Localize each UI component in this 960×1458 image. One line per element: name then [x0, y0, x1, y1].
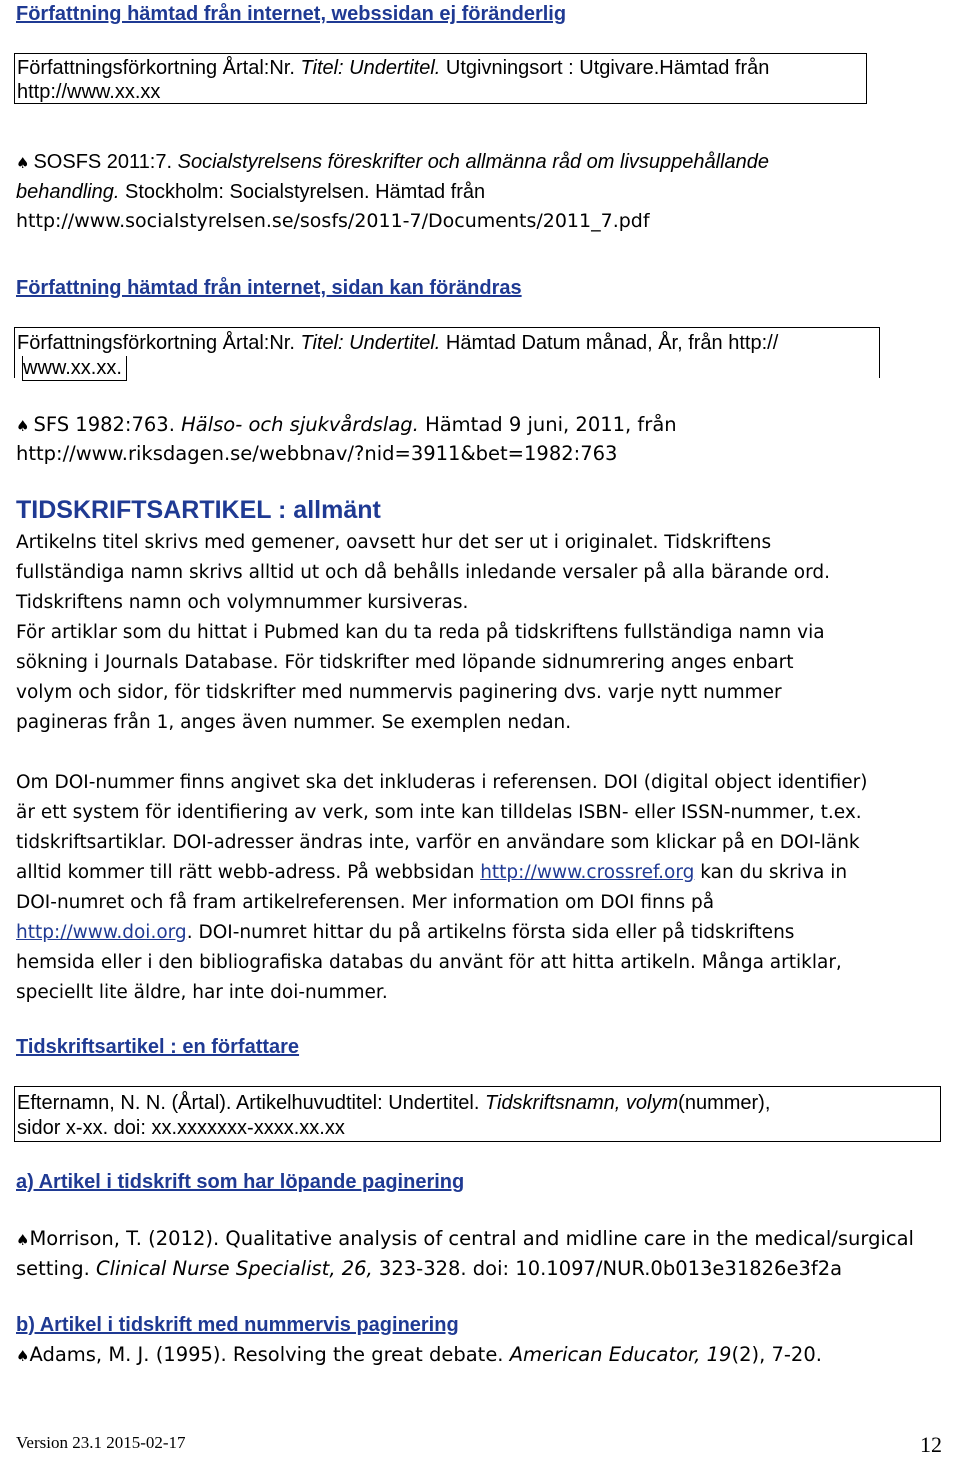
paragraph-line [16, 858, 936, 888]
example-url: http://www.socialstyrelsen.se/sosfs/2011-7/Documents/2011_7.pdf [16, 210, 650, 232]
template-title: Titel: Undertitel. [300, 57, 441, 79]
paragraph-line: För artiklar som du hittat i Pubmed kan du ta reda på tidskriftens fullständiga namn via [16, 622, 825, 643]
example-line-2 [16, 180, 485, 204]
example-text: Morrison, T. (2012). Qualitative analysis of central and midline care in the medical/surgical [29, 1227, 914, 1250]
example-text: setting. [16, 1257, 96, 1280]
example-journal: American Educator, 19 [509, 1343, 732, 1366]
paragraph-line: pagineras från 1, anges även nummer. Se exemplen nedan. [16, 712, 572, 733]
template-text: (nummer), [678, 1092, 771, 1114]
section-heading-journal-general: TIDSKRIFTSARTIKEL : allmänt [16, 496, 381, 524]
footer-version: Version 23.1 2015-02-17 [16, 1433, 186, 1452]
template-line-1 [17, 1091, 770, 1115]
paragraph-line: tidskriftsartiklar. DOI-adresser ändras inte, varför en användare som klickar på en DOI-länk [16, 832, 860, 853]
template-text: Författningsförkortning Årtal:Nr. [17, 332, 301, 354]
paragraph-line: är ett system för identifiering av verk, som inte kan tilldelas ISBN- eller ISSN-nummer, t.ex. [16, 802, 862, 823]
paragraph-line [16, 918, 936, 948]
example-code: SOSFS 2011:7. [33, 151, 178, 173]
example-journal: Clinical Nurse Specialist, 26, [96, 1257, 373, 1280]
template-line-1 [17, 331, 778, 355]
example-line-2 [16, 1257, 842, 1280]
example-code: SFS 1982:763. [33, 413, 182, 436]
example-text: Stockholm: Socialstyrelsen. Hämtad från [119, 181, 486, 203]
paragraph-line: hemsida eller i den bibliografiska databas du använt för att hitta artikeln. Många artiklar, [16, 952, 842, 973]
doi-link[interactable]: http://www.doi.org [16, 922, 187, 943]
subheading-continuous-pagination: a) Artikel i tidskrift som har löpande paginering [16, 1171, 465, 1193]
paragraph-line: fullständiga namn skrivs alltid ut och då behålls inledande versaler på alla bärande ord. [16, 562, 830, 583]
paragraph-line: volym och sidor, för tidskrifter med nummervis paginering dvs. varje nytt nummer [16, 682, 782, 703]
example-url: http://www.riksdagen.se/webbnav/?nid=3911&bet=1982:763 [16, 442, 618, 465]
section-heading-one-author: Tidskriftsartikel : en författare [16, 1036, 300, 1058]
spade-icon: ♠ [16, 154, 30, 172]
spade-icon: ♠ [16, 1347, 30, 1365]
example-text: 323-328. doi: 10.1097/NUR.0b013e31826e3f2a [372, 1257, 843, 1280]
template-text: Efternamn, N. N. (Årtal). Artikelhuvudtitel: Undertitel. [17, 1092, 485, 1114]
page-number: 12 [920, 1432, 942, 1457]
template-line-2: www.xx.xx. [22, 356, 127, 381]
template-line-2: sidor x-xx. doi: xx.xxxxxxx-xxxx.xx.xx [17, 1117, 345, 1139]
example-text: (2), 7-20. [731, 1343, 822, 1366]
spade-icon: ♠ [16, 1231, 30, 1249]
crossref-link[interactable]: http://www.crossref.org [480, 862, 695, 883]
template-line-1 [17, 56, 769, 80]
example-line-1 [16, 1227, 914, 1250]
template-journal: Tidskriftsnamn, volym [484, 1092, 679, 1114]
paragraph-line: Om DOI-nummer finns angivet ska det inkluderas i referensen. DOI (digital object identifier) [16, 772, 868, 793]
journal-general-paragraph [16, 528, 936, 738]
example-line-1 [16, 413, 677, 436]
section-heading-web-changing: Författning hämtad från internet, sidan kan förändras [16, 277, 522, 299]
doi-paragraph [16, 768, 936, 1008]
text: alltid kommer till rätt webb-adress. På webbsidan [16, 862, 481, 883]
paragraph-line: speciellt lite äldre, har inte doi-nummer. [16, 982, 388, 1003]
example-line-1 [16, 1343, 822, 1366]
paragraph-line: sökning i Journals Database. För tidskrifter med löpande sidnumrering anges enbart [16, 652, 794, 673]
paragraph-line: DOI-numret och få fram artikelreferensen. Mer information om DOI finns på [16, 892, 715, 913]
spade-icon: ♠ [16, 417, 30, 435]
template-text: Hämtad Datum månad, År, från http:// [440, 332, 779, 354]
subheading-issue-pagination: b) Artikel i tidskrift med nummervis paginering [16, 1314, 459, 1336]
paragraph-line: Artikelns titel skrivs med gemener, oavsett hur det ser ut i originalet. Tidskriftens [16, 532, 772, 553]
example-title: Hälso- och sjukvårdslag. [181, 413, 419, 436]
template-text: Utgivningsort : Utgivare.Hämtad från [440, 57, 770, 79]
text: . DOI-numret hittar du på artikelns första sida eller på tidskriftens [186, 922, 795, 943]
template-line-2: http://www.xx.xx [17, 81, 161, 103]
template-text: Författningsförkortning Årtal:Nr. [17, 57, 301, 79]
example-line-1 [16, 150, 769, 175]
section-heading-web-static: Författning hämtad från internet, webssidan ej föränderlig [16, 3, 567, 25]
template-title: Titel: Undertitel. [300, 332, 441, 354]
example-text: Hämtad 9 juni, 2011, från [418, 413, 677, 436]
example-title: Socialstyrelsens föreskrifter och allmänna råd om livsuppehållande [177, 151, 770, 173]
paragraph-line: Tidskriftens namn och volymnummer kursiveras. [16, 592, 469, 613]
example-title-cont: behandling. [16, 181, 120, 203]
example-text: Adams, M. J. (1995). Resolving the great debate. [29, 1343, 510, 1366]
text: kan du skriva in [694, 862, 848, 883]
